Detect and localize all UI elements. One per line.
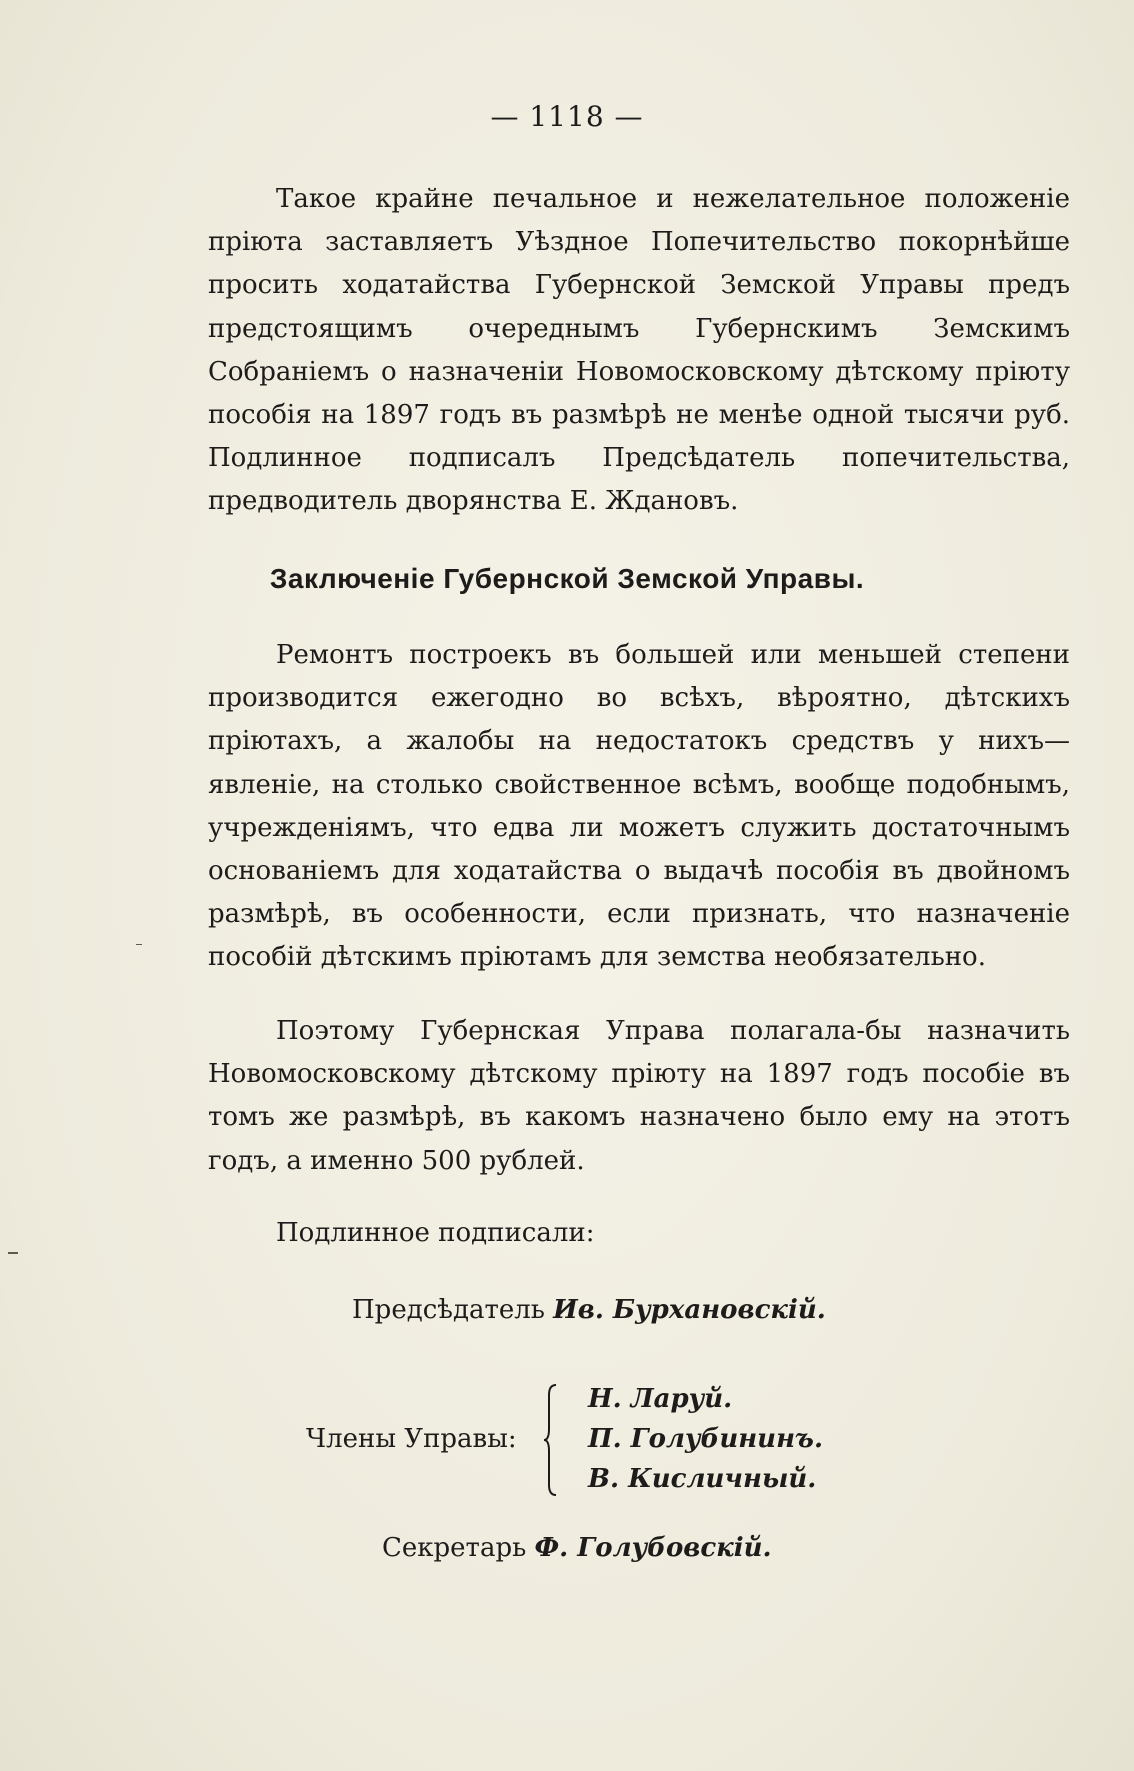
member-name: Н. Ларуй. (588, 1384, 733, 1414)
margin-mark (136, 944, 142, 945)
chairman-title: Предсѣдатель (352, 1295, 545, 1325)
paragraph-conclusion: Ремонтъ построекъ въ большей или меньшей степени производится ежегодно во всѣхъ, вѣроятно, дѣтскихъ пріютахъ, а жалобы на недостатокъ средствъ у нихъ—явленіе, на столько свойственное всѣмъ, вообще подобнымъ, учрежденіямъ, что едва ли можетъ служить достаточнымъ основаніемъ для ходатайства о выдачѣ пособія въ двойномъ размѣрѣ, въ особенности, если признать, что назначеніе пособій дѣтскимъ пріютамъ для земства необязательно. (208, 640, 1070, 973)
margin-mark (8, 1252, 18, 1254)
member-name: П. Голубининъ. (588, 1424, 823, 1454)
text-block-1 (208, 178, 1070, 524)
secretary-signature (382, 1533, 772, 1563)
curly-brace-icon (544, 1383, 558, 1497)
text-block-3 (208, 1010, 1070, 1183)
signed-label: Подлинное подписали: (276, 1218, 595, 1248)
secretary-title: Секретарь (382, 1533, 527, 1563)
board-members (306, 1379, 906, 1509)
members-label: Члены Управы: (306, 1424, 517, 1454)
paragraph-petition: Такое крайне печальное и нежелательное положеніе пріюта заставляетъ Уѣздное Попечительство покорнѣйше просить ходатайства Губернской Земской Управы предъ предстоящимъ очереднымъ Губернскимъ Земскимъ Собраніемъ о назначеніи Новомосковскому дѣтскому пріюту пособія на 1897 годъ въ размѣрѣ не менѣе одной тысячи руб. Подлинное подписалъ Предсѣдатель попечительства, предводитель дворянства Е. Ждановъ. (208, 184, 1070, 517)
section-heading: Заключеніе Губернской Земской Управы. (269, 563, 865, 594)
paragraph-resolution: Поэтому Губернская Управа полагала-бы назначить Новомосковскому дѣтскому пріюту на 1897 годъ пособіе въ томъ же размѣрѣ, въ какомъ назначено было ему на этотъ годъ, а именно 500 рублей. (208, 1016, 1070, 1176)
member-name: В. Кисличный. (588, 1464, 817, 1494)
member-list (588, 1379, 823, 1499)
text-block-2 (208, 634, 1070, 980)
secretary-name: Ф. Голубовскій. (534, 1533, 772, 1563)
chairman-signature (352, 1295, 826, 1325)
page-number: — 1118 — (490, 100, 644, 133)
chairman-name: Ив. Бурхановскій. (553, 1295, 826, 1325)
